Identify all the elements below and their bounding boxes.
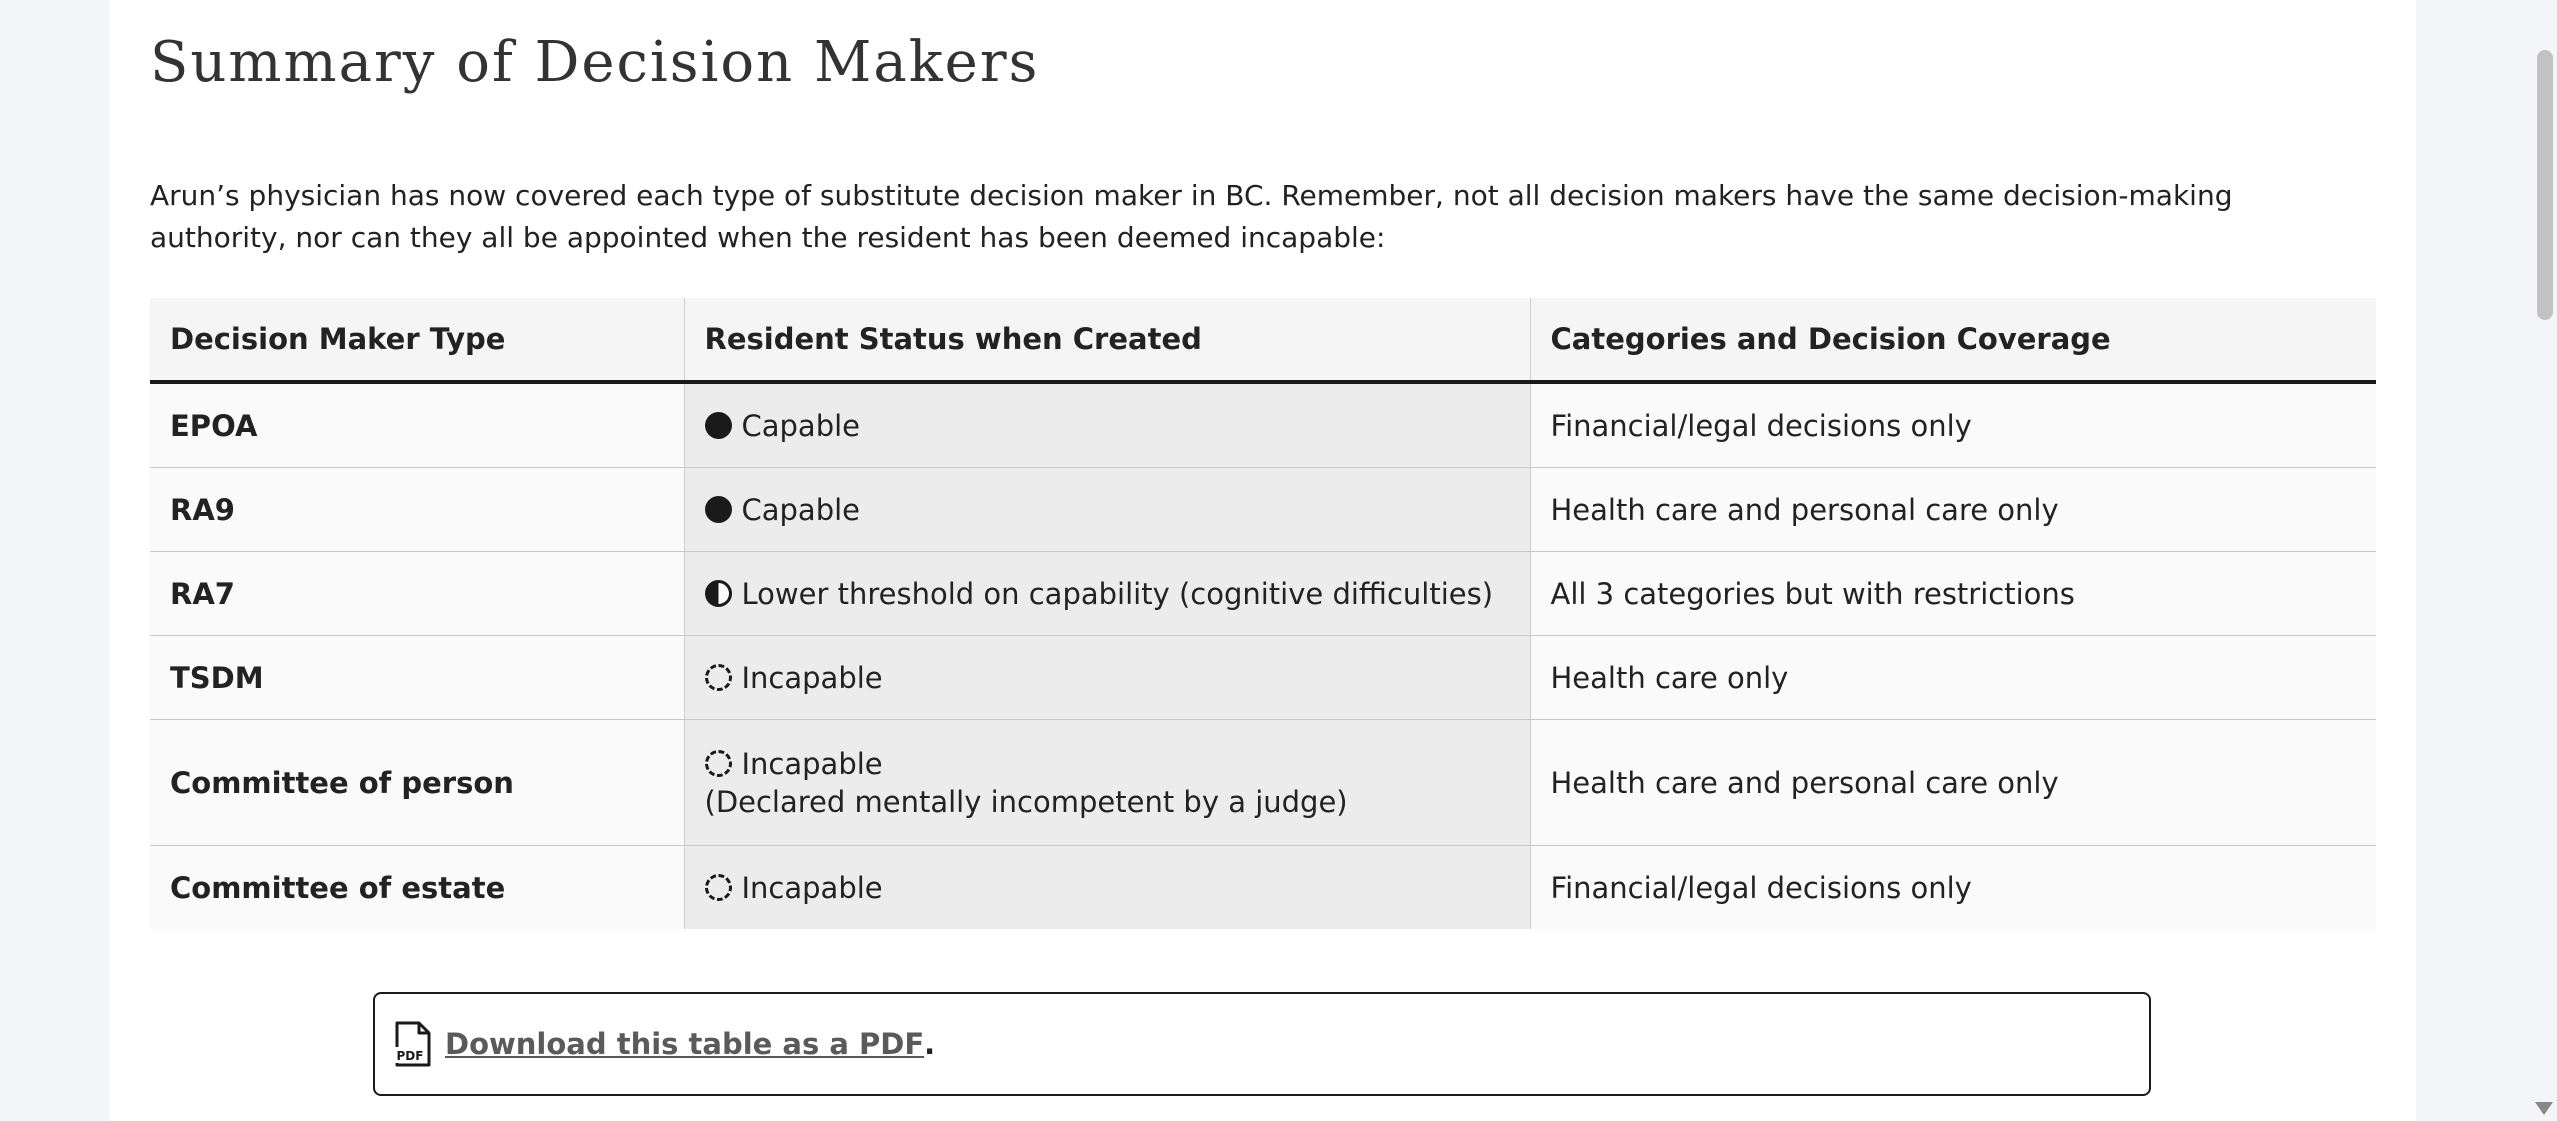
header-decision-maker-type: Decision Maker Type [150,298,684,382]
pdf-file-icon [393,1021,433,1067]
decision-maker-type: RA9 [150,468,684,552]
decision-coverage: Financial/legal decisions only [1530,382,2376,468]
resident-status [684,468,1530,552]
scrollbar-thumb[interactable] [2537,50,2553,320]
decision-makers-table [150,298,2376,929]
table-row [150,720,2376,846]
status-label: Incapable [741,746,883,781]
link-suffix: . [924,1027,936,1061]
half-filled-circle-icon [705,580,732,607]
table-row [150,468,2376,552]
decision-coverage: Health care only [1530,636,2376,720]
decision-maker-type: TSDM [150,636,684,720]
filled-circle-icon [705,412,732,439]
resident-status [684,552,1530,636]
dashed-circle-icon [705,874,732,901]
vertical-scrollbar[interactable] [2529,0,2557,1121]
decision-maker-type: RA7 [150,552,684,636]
table-row [150,552,2376,636]
resident-status [684,846,1530,930]
scroll-down-arrow-icon[interactable] [2535,1102,2553,1115]
decision-maker-type: Committee of estate [150,846,684,930]
decision-coverage: Health care and personal care only [1530,468,2376,552]
download-callout [373,992,2151,1096]
status-label: Incapable [741,870,883,905]
table-row [150,846,2376,930]
status-label: Capable [741,408,861,443]
filled-circle-icon [705,496,732,523]
table-row [150,382,2376,468]
status-label: Incapable [741,660,883,695]
resident-status [684,720,1530,846]
table-row [150,636,2376,720]
dashed-circle-icon [705,664,732,691]
page-title: Summary of Decision Makers [150,30,1040,95]
header-resident-status: Resident Status when Created [684,298,1530,382]
decision-coverage: Health care and personal care only [1530,720,2376,846]
status-label: Lower threshold on capability (cognitive difficulties) [741,576,1494,611]
resident-status [684,636,1530,720]
decision-maker-type: Committee of person [150,720,684,846]
status-note: (Declared mentally incompetent by a judge) [704,784,1348,819]
decision-maker-type: EPOA [150,382,684,468]
status-label: Capable [741,492,861,527]
decision-coverage: Financial/legal decisions only [1530,846,2376,930]
svg-text:PDF: PDF [396,1049,424,1063]
decision-coverage: All 3 categories but with restrictions [1530,552,2376,636]
header-decision-coverage: Categories and Decision Coverage [1530,298,2376,382]
content-page [110,0,2416,1121]
dashed-circle-icon [705,750,732,777]
download-pdf-link[interactable]: Download this table as a PDF [445,1027,925,1061]
resident-status [684,382,1530,468]
table-header-row [150,298,2376,382]
intro-paragraph: Arun’s physician has now covered each type of substitute decision maker in BC. Remember, not all decision makers have the same decision-making authority, nor can they all be appointed when the resident has been deemed incapable: [150,179,2233,254]
